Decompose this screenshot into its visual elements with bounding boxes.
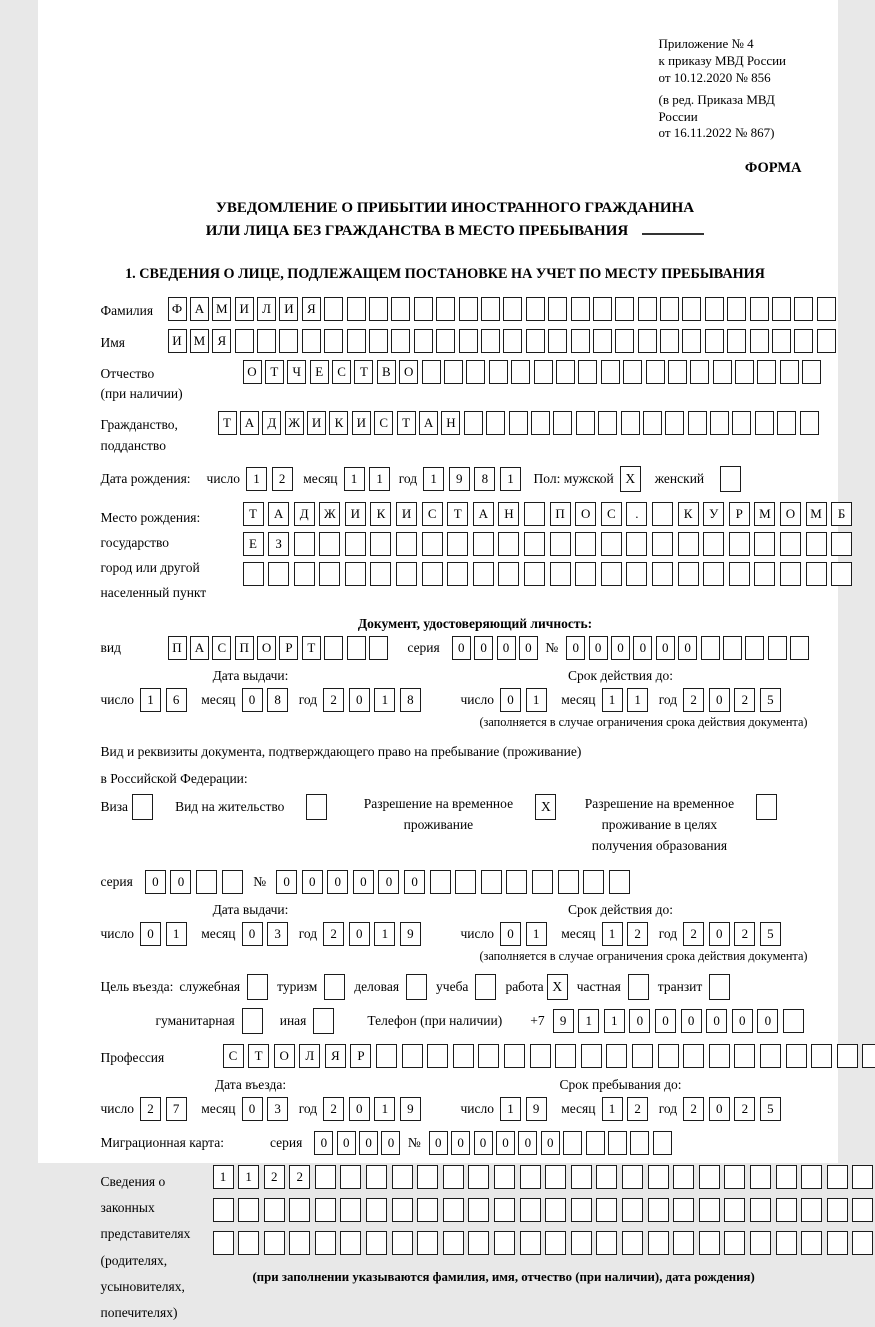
purpose-option: учеба (436, 974, 496, 1000)
entry-year-cells: 2 0 1 9 (323, 1097, 425, 1121)
id-doc-number-label: № (545, 640, 558, 656)
day-label: число (461, 692, 495, 708)
arrival-notification-form-page (38, 0, 838, 1163)
firstname-label: Имя (101, 329, 168, 353)
firstname-cells: И М Я (168, 329, 840, 353)
sex-male-label: Пол: мужской (534, 471, 614, 487)
purpose-option: иная (280, 1008, 335, 1034)
form-label: ФОРМА (101, 160, 810, 177)
appendix-reference (659, 36, 810, 142)
purpose-option: гуманитарная (156, 1008, 263, 1034)
year-label: год (299, 926, 317, 942)
resident-issue-day-cells: 0 1 (140, 922, 191, 946)
day-label: число (101, 692, 135, 708)
stay-until-heading: Срок пребывания до: (461, 1077, 781, 1093)
appendix-line: Приложение № 4 (659, 36, 810, 53)
birthdate-year-cells: 1 9 8 1 (423, 467, 525, 491)
month-label: месяц (561, 1101, 595, 1117)
resident-number-label: № (253, 874, 266, 890)
month-label: месяц (201, 926, 235, 942)
temp-residence-education-checkbox (756, 794, 777, 820)
form-title-line1: УВЕДОМЛЕНИЕ О ПРИБЫТИИ ИНОСТРАННОГО ГРАЖДАНИНА (101, 197, 810, 220)
option-temp-residence: Разрешение на временное проживание X (349, 794, 556, 836)
entry-day-cells: 2 7 (140, 1097, 191, 1121)
resident-series-cells: 0 0 (145, 870, 247, 894)
birthdate-day-cells: 1 2 (246, 467, 297, 491)
form-title (101, 197, 810, 242)
title-blank-line (642, 221, 704, 235)
year-label: год (659, 926, 677, 942)
birthdate-row (101, 466, 810, 492)
migration-series-cells: 0 0 0 0 (314, 1131, 404, 1155)
profession-row (101, 1044, 810, 1068)
resident-doc-intro: Вид и реквизиты документа, подтверждающего право на пребывание (проживание) в Российской Федерации: (101, 738, 810, 792)
citizenship-cells: Т А Д Ж И К И С Т А Н (218, 411, 823, 435)
sex-female-label: женский (655, 471, 704, 487)
migration-card-row (101, 1131, 810, 1155)
resident-doc-options (101, 794, 810, 857)
migration-number-label: № (408, 1135, 421, 1151)
visa-checkbox (132, 794, 153, 820)
id-doc-heading: Документ, удостоверяющий личность: (141, 616, 810, 632)
resident-expiry-month-cells: 1 2 (602, 922, 653, 946)
birthdate-label: Дата рождения: (101, 471, 191, 487)
resident-series-label: серия (101, 874, 133, 890)
resident-expiry-year-cells: 2 0 2 5 (683, 922, 785, 946)
birthplace-cells-row2: Е З (243, 532, 857, 556)
id-doc-number-cells: 0 0 0 0 0 0 (566, 636, 812, 660)
birthdate-day-label: число (207, 471, 241, 487)
id-doc-issue-year-cells: 2 0 1 8 (323, 688, 425, 712)
id-doc-dates (101, 668, 810, 712)
purpose-option: туризм (277, 974, 345, 1000)
purpose-checkbox (709, 974, 730, 1000)
surname-cells: Ф А М И Л И Я (168, 297, 840, 321)
purpose-checkbox (324, 974, 345, 1000)
representatives-cells-row1: 1 1 2 2 (213, 1165, 875, 1189)
migration-card-label: Миграционная карта: (101, 1135, 224, 1151)
purpose-checkbox (406, 974, 427, 1000)
birthdate-month-cells: 1 1 (344, 467, 395, 491)
birthdate-year-label: год (399, 471, 417, 487)
appendix-edit-line: от 16.11.2022 № 867) (659, 125, 810, 142)
representatives-note: (при заполнении указываются фамилия, имя, отчество (при наличии), дата рождения) (253, 1270, 875, 1285)
year-label: год (299, 692, 317, 708)
id-doc-type-cells: П А С П О Р Т (168, 636, 392, 660)
surname-label: Фамилия (101, 297, 168, 321)
profession-label: Профессия (101, 1044, 223, 1068)
day-label: число (101, 1101, 135, 1117)
purpose-option: транзит (658, 974, 731, 1000)
id-doc-issue-month-cells: 0 8 (242, 688, 293, 712)
firstname-row (101, 329, 810, 353)
option-temp-residence-education: Разрешение на временное проживание в целях получения образования (570, 794, 777, 857)
temp-residence-checkbox: X (535, 794, 556, 820)
birthplace-label: Место рождения: государство город или другой населенный пункт (101, 502, 243, 606)
migration-series-label: серия (270, 1135, 302, 1151)
purpose-row2 (101, 1008, 810, 1034)
patronymic-cells: О Т Ч Е С Т В О (243, 360, 825, 384)
id-doc-series-cells: 0 0 0 0 (452, 636, 542, 660)
purpose-checkbox (313, 1008, 334, 1034)
entry-month-cells: 0 3 (242, 1097, 293, 1121)
birthplace-cells-row3 (243, 562, 857, 586)
birthdate-month-label: месяц (303, 471, 337, 487)
patronymic-row (101, 360, 810, 405)
month-label: месяц (561, 692, 595, 708)
representatives-label: Сведения о законных представителях (родителях, усыновителях, попечителях) (101, 1165, 213, 1327)
resident-doc-dates (101, 902, 810, 946)
day-label: число (461, 926, 495, 942)
resident-expiry-heading: Срок действия до: (461, 902, 781, 918)
id-doc-expiry-year-cells: 2 0 2 5 (683, 688, 785, 712)
id-doc-row (101, 636, 810, 660)
representatives-cells-row2 (213, 1198, 875, 1222)
purpose-option: работа X (505, 974, 567, 1000)
day-label: число (101, 926, 135, 942)
id-doc-expiry-note: (заполняется в случае ограничения срока действия документа) (101, 715, 810, 730)
month-label: месяц (201, 692, 235, 708)
id-doc-type-label: вид (101, 640, 168, 656)
representatives-row (101, 1165, 810, 1327)
id-doc-series-label: серия (407, 640, 439, 656)
resident-expiry-day-cells: 0 1 (500, 922, 551, 946)
stay-year-cells: 2 0 2 5 (683, 1097, 785, 1121)
purpose-checkbox (242, 1008, 263, 1034)
birthplace-cells-row1: Т А Д Ж И К И С Т А Н П О С . К У Р М О М Б (243, 502, 857, 526)
migration-number-cells: 0 0 0 0 0 0 (429, 1131, 675, 1155)
resident-issue-month-cells: 0 3 (242, 922, 293, 946)
citizenship-row (101, 411, 810, 456)
month-label: месяц (561, 926, 595, 942)
id-doc-issue-day-cells: 1 6 (140, 688, 191, 712)
sex-female-checkbox (720, 466, 741, 492)
patronymic-label: Отчество (при наличии) (101, 360, 243, 405)
option-residence-permit: Вид на жительство (175, 794, 327, 820)
citizenship-label: Гражданство, подданство (101, 411, 218, 456)
id-doc-expiry-month-cells: 1 1 (602, 688, 653, 712)
purpose-option: деловая (354, 974, 427, 1000)
phone-label: Телефон (при наличии) (367, 1013, 502, 1029)
purpose-option: частная (577, 974, 649, 1000)
resident-doc-serial-row (101, 870, 810, 894)
purpose-row (101, 974, 810, 1000)
entry-date-heading: Дата въезда: (101, 1077, 401, 1093)
id-doc-expiry-day-cells: 0 1 (500, 688, 551, 712)
year-label: год (659, 1101, 677, 1117)
day-label: число (461, 1101, 495, 1117)
id-doc-expiry-heading: Срок действия до: (461, 668, 781, 684)
year-label: год (659, 692, 677, 708)
surname-row (101, 297, 810, 321)
purpose-checkbox (247, 974, 268, 1000)
birthplace-row (101, 502, 810, 606)
section1-heading: 1. СВЕДЕНИЯ О ЛИЦЕ, ПОДЛЕЖАЩЕМ ПОСТАНОВКЕ НА УЧЕТ ПО МЕСТУ ПРЕБЫВАНИЯ (81, 266, 810, 283)
year-label: год (299, 1101, 317, 1117)
purpose-checkbox (628, 974, 649, 1000)
sex-male-checkbox: X (620, 466, 641, 492)
resident-issue-heading: Дата выдачи: (101, 902, 401, 918)
representatives-cells-row3 (213, 1231, 875, 1255)
appendix-line: к приказу МВД России (659, 53, 810, 70)
entry-dates (101, 1077, 810, 1121)
profession-cells: С Т О Л Я Р (223, 1044, 875, 1068)
phone-cells: 9 1 1 0 0 0 0 0 0 (553, 1009, 809, 1033)
option-visa: Виза (101, 794, 154, 820)
resident-number-cells: 0 0 0 0 0 0 (276, 870, 634, 894)
stay-day-cells: 1 9 (500, 1097, 551, 1121)
purpose-checkbox: X (547, 974, 568, 1000)
form-title-line2: ИЛИ ЛИЦА БЕЗ ГРАЖДАНСТВА В МЕСТО ПРЕБЫВАНИЯ (101, 220, 810, 243)
id-doc-issue-heading: Дата выдачи: (101, 668, 401, 684)
purpose-label: Цель въезда: (101, 979, 174, 995)
month-label: месяц (201, 1101, 235, 1117)
appendix-line: от 10.12.2020 № 856 (659, 70, 810, 87)
purpose-checkbox (475, 974, 496, 1000)
residence-permit-checkbox (306, 794, 327, 820)
resident-issue-year-cells: 2 0 1 9 (323, 922, 425, 946)
stay-month-cells: 1 2 (602, 1097, 653, 1121)
purpose-option: служебная (179, 974, 268, 1000)
phone-prefix: +7 (530, 1013, 544, 1029)
appendix-edit-line: (в ред. Приказа МВД России (659, 92, 810, 126)
resident-expiry-note: (заполняется в случае ограничения срока действия документа) (101, 949, 810, 964)
